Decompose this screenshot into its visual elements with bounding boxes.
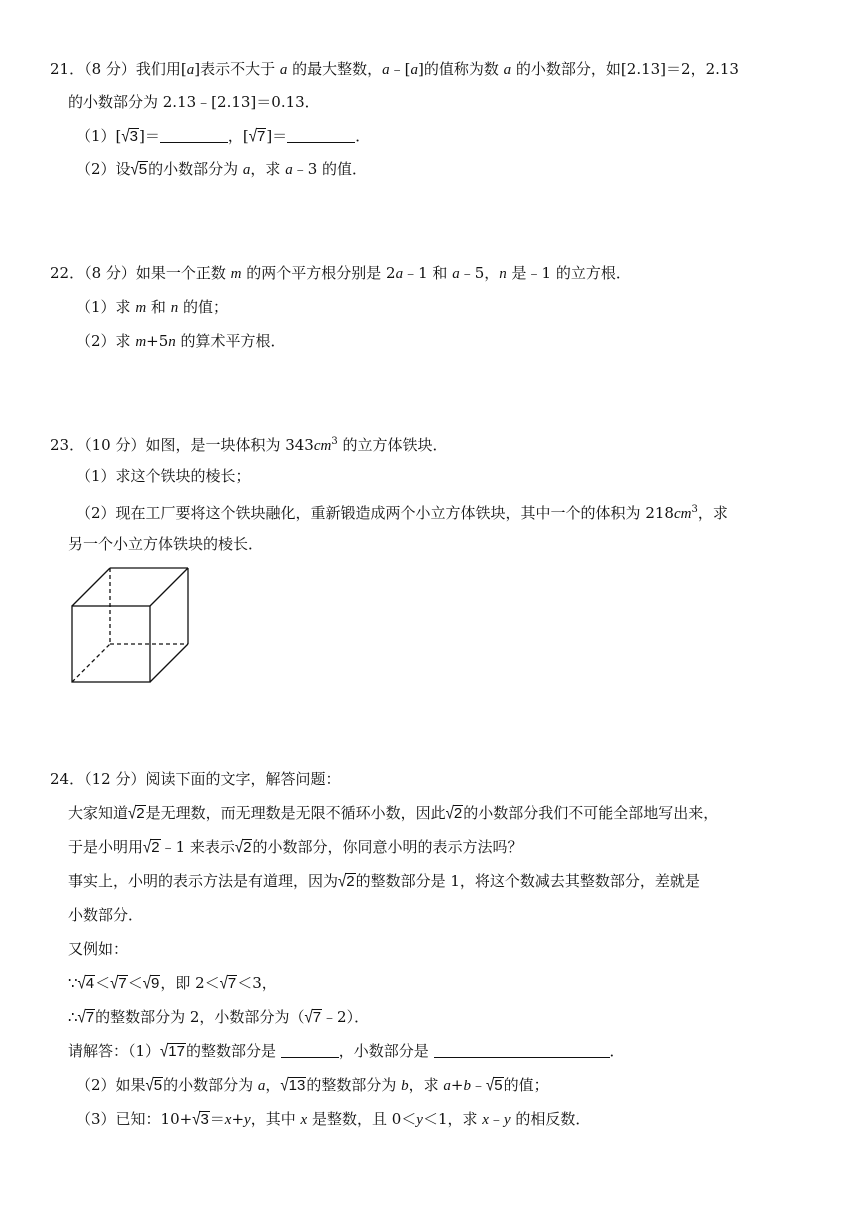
text: ，其中 — [250, 1110, 301, 1128]
text: ＜ — [127, 974, 143, 992]
q24-line9 — [76, 1074, 549, 1097]
text: 是无理数，而无理数是无限不循环小数，因此 — [145, 804, 446, 822]
text: 的小数部分，你同意小明的表示方法吗？ — [252, 838, 523, 856]
sqrt-2: √2 — [338, 871, 355, 892]
sqrt-7: √7 — [110, 973, 127, 994]
unit-cm: cm — [673, 506, 692, 522]
var-y: y — [416, 1112, 423, 1128]
var-m: m — [135, 300, 147, 316]
var-b: b — [401, 1078, 409, 1094]
q23-part1 — [76, 465, 251, 487]
q24-line6 — [68, 972, 277, 995]
text: ﹣[ — [389, 60, 411, 78]
radicand: 2 — [453, 805, 463, 822]
text: 的两个平方根分别是 2 — [241, 264, 396, 282]
text: 的整数部分是 1，将这个数减去其整数部分，差就是 — [355, 872, 700, 890]
var-a: a — [503, 62, 512, 78]
text: ﹣ — [470, 1076, 486, 1094]
q24-line8 — [68, 1040, 625, 1063]
radicand: 3 — [129, 128, 138, 145]
var-a: a — [410, 62, 419, 78]
text: ]表示不大于 — [194, 60, 280, 78]
sqrt-5: √5 — [486, 1075, 503, 1096]
q24-line2 — [68, 836, 523, 859]
text: 的最大整数， — [287, 60, 383, 78]
radicand: 2 — [346, 873, 355, 890]
text: 23．（10 分）如图，是一块体积为 343 — [50, 436, 314, 454]
therefore-symbol: ∴ — [68, 1008, 78, 1026]
text: 和 — [146, 298, 171, 316]
text: 小数部分． — [68, 906, 144, 924]
cube-figure — [68, 566, 192, 686]
q23-header — [50, 431, 448, 457]
text: （2）现在工厂要将这个铁块融化，重新锻造成两个小立方体铁块，其中一个的体积为 218 — [76, 504, 674, 522]
q23-part2-line2 — [68, 533, 263, 555]
text: 的整数部分为 2，小数部分为（ — [95, 1008, 305, 1026]
text: ＜ — [95, 974, 111, 992]
text: ﹣1 和 — [403, 264, 453, 282]
sqrt-5: √5 — [145, 1075, 163, 1096]
text: （2）设 — [76, 160, 131, 178]
text: （1）求这个铁块的棱长； — [76, 467, 251, 485]
var-a: a — [382, 62, 390, 78]
radicand: 7 — [312, 1009, 322, 1026]
text: （3）已知：10+ — [76, 1110, 193, 1128]
radicand: 7 — [227, 975, 237, 992]
var-a: a — [395, 266, 404, 282]
radicand: 2 — [151, 839, 160, 856]
radicand: 17 — [168, 1043, 185, 1060]
text: （1） — [76, 127, 116, 145]
sqrt-2: √2 — [234, 837, 252, 858]
q21-part2 — [76, 158, 367, 181]
var-x: x — [300, 1112, 308, 1128]
text: ＜3， — [237, 974, 277, 992]
var-x: x — [482, 1112, 489, 1128]
text: 是整数，且 0＜ — [307, 1110, 417, 1128]
radicand: 2 — [136, 805, 145, 822]
var-n: n — [170, 300, 179, 316]
text: ﹣ — [488, 1110, 504, 1128]
text: ﹣3 的值． — [292, 160, 367, 178]
text: ，求 — [697, 504, 728, 522]
var-a: a — [242, 162, 251, 178]
text: 的立方体铁块． — [337, 436, 448, 454]
exponent: 3 — [691, 504, 698, 515]
sqrt-4: √4 — [77, 973, 95, 994]
radicand: 13 — [288, 1077, 306, 1094]
radicand: 2 — [243, 839, 252, 856]
q21-line2 — [68, 91, 320, 113]
text: 的小数部分，如[2.13]＝2，2.13 — [511, 60, 739, 78]
text: 的小数部分为 — [148, 160, 243, 178]
text: 的小数部分为 2.13﹣[2.13]＝0.13． — [68, 93, 320, 111]
text: ]的值称为数 — [418, 60, 504, 78]
q24-line7 — [68, 1006, 369, 1029]
text: 24．（12 分）阅读下面的文字，解答问题： — [50, 770, 341, 788]
text: ， — [227, 127, 243, 145]
sqrt-7: √7 — [248, 126, 266, 147]
text: ﹣1 来表示 — [160, 838, 235, 856]
var-a: a — [257, 1078, 266, 1094]
q24-line5 — [68, 938, 128, 960]
q24-line1 — [68, 802, 718, 825]
text: 的整数部分是 — [185, 1042, 281, 1060]
text: 事实上，小明的表示方法是有道理，因为 — [68, 872, 339, 890]
text: 的算术平方根． — [175, 332, 286, 350]
text: + — [231, 1110, 245, 1128]
q21-header — [50, 58, 739, 81]
sqrt-2: √2 — [128, 803, 145, 824]
text: 的相反数． — [510, 1110, 591, 1128]
q24-line4 — [68, 904, 143, 926]
sqrt-7: √7 — [219, 973, 237, 994]
q22-part1 — [76, 296, 228, 319]
var-m: m — [230, 266, 242, 282]
text: 请解答：（1） — [68, 1042, 161, 1060]
text: 大家知道 — [68, 804, 129, 822]
var-y: y — [503, 1112, 511, 1128]
sqrt-2: √2 — [143, 837, 160, 858]
text: ． — [609, 1042, 625, 1060]
text: 于是小明用 — [68, 838, 144, 856]
text: 另一个小立方体铁块的棱长． — [68, 535, 264, 553]
text: ＜1，求 — [422, 1110, 483, 1128]
text: 又例如： — [68, 940, 129, 958]
sqrt-7: √7 — [304, 1007, 322, 1028]
q24-line10 — [76, 1108, 590, 1131]
sqrt-3: √3 — [121, 126, 138, 147]
sqrt-7: √7 — [77, 1007, 95, 1028]
q22-header — [50, 262, 631, 285]
answer-blank — [160, 128, 228, 143]
text: 的值； — [178, 298, 228, 316]
text: 是﹣1 的立方根． — [506, 264, 631, 282]
var-a: a — [186, 62, 195, 78]
var-x: x — [224, 1112, 232, 1128]
text: （2）求 — [76, 332, 136, 350]
q21-part1: （1）[√3]＝ ，[√7]＝ ． — [76, 126, 371, 147]
text: （1）求 — [76, 298, 136, 316]
radicand: 5 — [138, 161, 148, 178]
because-symbol: ∵ — [68, 974, 78, 992]
q24-line3 — [68, 870, 700, 893]
var-n: n — [168, 334, 176, 350]
exponent: 3 — [331, 436, 338, 447]
radicand: 9 — [150, 975, 160, 992]
text: ﹣2）． — [322, 1008, 370, 1026]
var-b: b — [463, 1078, 471, 1094]
sqrt-2: √2 — [445, 803, 463, 824]
text: ﹣5， — [459, 264, 500, 282]
text: ． — [355, 127, 371, 145]
text: + — [450, 1076, 464, 1094]
text: （2）如果 — [76, 1076, 146, 1094]
text: ，求 — [408, 1076, 444, 1094]
text: 的值； — [503, 1076, 549, 1094]
radicand: 4 — [85, 975, 95, 992]
radicand: 7 — [118, 975, 127, 992]
text: ， — [265, 1076, 281, 1094]
sqrt-17: √17 — [160, 1041, 185, 1062]
q22-part2 — [76, 330, 286, 353]
var-a: a — [452, 266, 460, 282]
q24-header — [50, 768, 340, 790]
text: ＝ — [272, 127, 288, 145]
var-m: m — [135, 334, 147, 350]
text: ＝ — [209, 1110, 225, 1128]
radicand: 7 — [256, 128, 266, 145]
text: ，求 — [250, 160, 286, 178]
text: 22．（8 分）如果一个正数 — [50, 264, 231, 282]
var-a: a — [285, 162, 293, 178]
text: 的小数部分我们不可能全部地写出来， — [463, 804, 719, 822]
unit-cm: cm — [313, 438, 332, 454]
text: 21．（8 分）我们用[ — [50, 60, 187, 78]
q23-part2 — [76, 499, 728, 525]
sqrt-3: √3 — [192, 1109, 209, 1130]
answer-blank — [287, 128, 355, 143]
sqrt-5: √5 — [130, 159, 148, 180]
radicand: 3 — [200, 1111, 209, 1128]
text: ，小数部分是 — [338, 1042, 434, 1060]
var-n: n — [499, 266, 507, 282]
text: +5 — [146, 332, 169, 350]
var-a: a — [443, 1078, 451, 1094]
answer-blank — [281, 1043, 339, 1058]
text: ，即 2＜ — [160, 974, 220, 992]
var-y: y — [244, 1112, 251, 1128]
radicand: 5 — [153, 1077, 163, 1094]
sqrt-9: √9 — [142, 973, 160, 994]
answer-blank — [434, 1043, 610, 1058]
text: ＝ — [144, 127, 160, 145]
var-a: a — [279, 62, 288, 78]
radicand: 7 — [85, 1009, 95, 1026]
sqrt-13: √13 — [280, 1075, 306, 1096]
text: 的整数部分为 — [306, 1076, 402, 1094]
text: 的小数部分为 — [163, 1076, 258, 1094]
radicand: 5 — [494, 1077, 503, 1094]
